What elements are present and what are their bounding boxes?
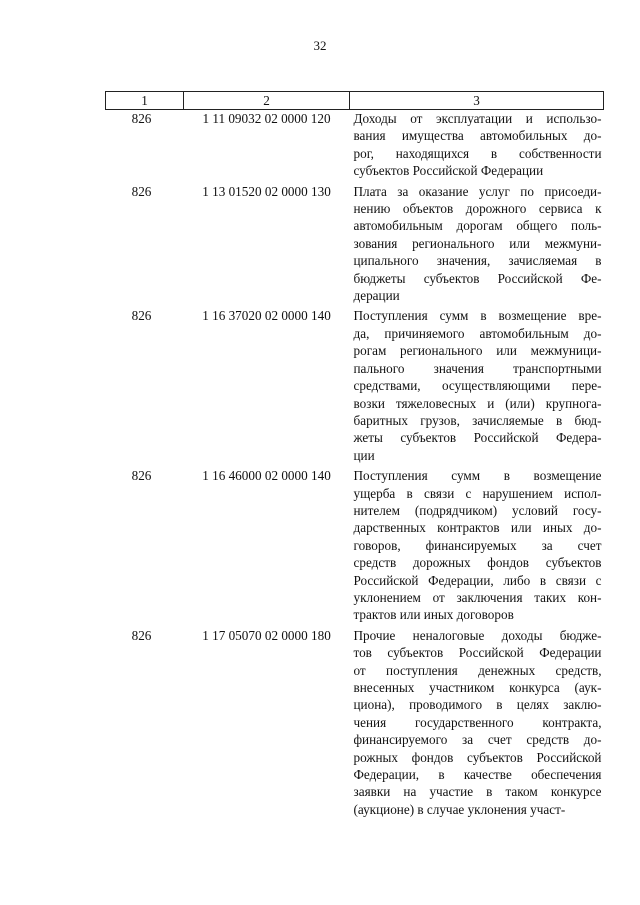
description-line: субъектов Российской Федерации — [353, 163, 544, 179]
description-line: жеты субъектов Российской Федера- — [353, 430, 602, 446]
description-line: чения государственного контракта, — [353, 714, 602, 730]
description-line: пального значения транспортными — [353, 360, 602, 376]
description-cell — [350, 304, 604, 464]
budget-code-cell: 1 11 09032 02 0000 120 — [202, 111, 331, 126]
description-cell — [350, 180, 604, 305]
description-cell — [350, 110, 604, 180]
header-col-3: 3 — [350, 92, 604, 110]
description-line: рог, находящихся в собственности — [353, 145, 602, 161]
description-line: говоров, финансируемых за счет — [353, 537, 602, 553]
header-row — [106, 92, 604, 110]
description-line: баритных грузов, зачисляемые в бюд- — [353, 412, 602, 428]
description-line: Плата за оказание услуг по присоеди- — [353, 183, 602, 199]
header-col-2: 2 — [184, 92, 350, 110]
description-line: трактов или иных договоров — [353, 607, 514, 623]
budget-code-cell: 1 13 01520 02 0000 130 — [202, 183, 331, 199]
description-line: Прочие неналоговые доходы бюдже- — [353, 627, 602, 643]
table-row — [106, 464, 604, 624]
description-cell — [350, 624, 604, 818]
description-line: ущерба в связи с нарушением испол- — [353, 485, 602, 501]
description-line: Поступления сумм в возмещение вре- — [353, 308, 602, 324]
budget-code-cell: 1 16 46000 02 0000 140 — [202, 468, 331, 484]
admin-code-cell: 826 — [131, 111, 152, 126]
admin-code-cell: 826 — [131, 308, 152, 324]
description-line: рогам регионального или межмуници- — [353, 343, 602, 359]
description-line: ципального значения, зачисляемая в — [353, 253, 602, 269]
page-number: 32 — [313, 38, 327, 53]
table-header — [106, 92, 604, 110]
description-line: Федерации, в качестве обеспечения — [353, 767, 602, 783]
description-line: да, причиняемого автомобильным до- — [353, 325, 602, 341]
budget-code-cell: 1 17 05070 02 0000 180 — [202, 627, 331, 643]
budget-code-cell: 1 16 37020 02 0000 140 — [202, 308, 331, 324]
description-line: заявки на участие в таком конкурсе — [353, 784, 602, 800]
description-cell — [350, 464, 604, 624]
description-line: циона), проводимого в целях заклю- — [353, 697, 602, 713]
description-line: ции — [353, 447, 375, 463]
table-row — [106, 180, 604, 305]
description-line: тов субъектов Российской Федерации — [353, 645, 602, 661]
description-line: автомобильным дорогам общего поль- — [353, 218, 602, 234]
table-body — [106, 110, 604, 819]
description-line: рожных фондов субъектов Российской — [353, 749, 602, 765]
table-row — [106, 110, 604, 180]
description-line: Доходы от эксплуатации и использо- — [353, 111, 602, 126]
description-line: дарственных контрактов или иных до- — [353, 520, 602, 536]
admin-code-cell: 826 — [131, 183, 152, 199]
table-row — [106, 304, 604, 464]
description-line: финансируемого за счет средств до- — [353, 732, 602, 748]
table-row — [106, 624, 604, 818]
description-line: Российской Федерации, либо в связи с — [353, 572, 602, 588]
description-line: средствами, осуществляющими пере- — [353, 378, 602, 394]
description-line: нению объектов дорожного сервиса к — [353, 201, 602, 217]
description-line: уклонением от заключения таких кон- — [353, 589, 602, 605]
description-line: возки тяжеловесных и (или) крупнога- — [353, 395, 602, 411]
description-line: средств дорожных фондов субъектов — [353, 555, 602, 571]
description-line: вания имущества автомобильных до- — [353, 128, 602, 144]
budget-classification-table — [105, 91, 604, 818]
admin-code-cell: 826 — [131, 468, 152, 484]
description-line: (аукционе) в случае уклонения участ- — [353, 801, 566, 817]
description-line: зования регионального или межмуни- — [353, 235, 602, 251]
description-line: бюджеты субъектов Российской Фе- — [353, 270, 602, 286]
header-col-1: 1 — [106, 92, 184, 110]
description-line: дерации — [353, 288, 400, 304]
description-line: нителем (подрядчиком) условий госу- — [353, 502, 602, 518]
description-line: Поступления сумм в возмещение — [353, 468, 602, 484]
description-line: внесенных участником конкурса (аук- — [353, 680, 602, 695]
description-line: от поступления денежных средств, — [353, 662, 602, 678]
admin-code-cell: 826 — [131, 627, 152, 643]
